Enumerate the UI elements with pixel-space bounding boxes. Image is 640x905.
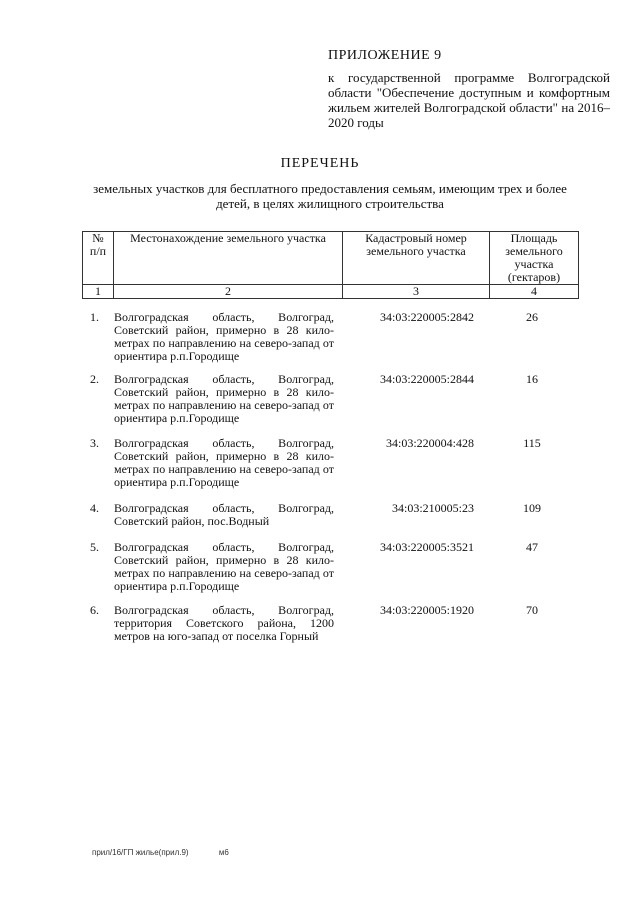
column-number-3: 3 bbox=[343, 285, 490, 299]
footer-file-reference: прил/16/ГП жилье(прил.9) bbox=[92, 848, 189, 857]
column-number-2: 2 bbox=[114, 285, 343, 299]
document-subtitle: земельных участков для бесплатного предоставления семьям, имеющим трех и более детей, в целях жилищного строительства bbox=[93, 181, 567, 211]
footer bbox=[92, 848, 229, 857]
row-location: Волгоградская область, Волгоград, Советский район, примерно в 28 кило-метрах по направлению на северо-запад от ориентира р.п.Городище bbox=[114, 310, 334, 363]
row-number: 5. bbox=[90, 540, 99, 554]
row-cadastral-number: 34:03:210005:23 bbox=[391, 501, 474, 515]
row-number: 3. bbox=[90, 436, 99, 450]
row-location: Волгоградская область, Волгоград, Советский район, примерно в 28 кило-метрах по направлению на северо-запад от ориентира р.п.Городище bbox=[114, 540, 334, 593]
appendix-title: ПРИЛОЖЕНИЕ 9 bbox=[328, 48, 442, 63]
row-location: Волгоградская область, Волгоград, Советский район, пос.Водный bbox=[114, 501, 334, 528]
row-area: 26 bbox=[526, 310, 538, 324]
row-number: 2. bbox=[90, 372, 99, 386]
column-number-1: 1 bbox=[83, 285, 114, 299]
column-header-location: Местонахождение земельного участка bbox=[114, 232, 343, 285]
row-location: Волгоградская область, Волгоград, Советский район, примерно в 28 кило-метрах по направлению на северо-запад от ориентира р.п.Городище bbox=[114, 436, 334, 489]
row-location: Волгоградская область, Волгоград, территория Советского района, 1200 метров на юго-запад от поселка Горный bbox=[114, 603, 334, 643]
row-area: 109 bbox=[523, 501, 541, 515]
row-area: 115 bbox=[523, 436, 541, 450]
footer-page-mark: м6 bbox=[218, 848, 229, 857]
row-cadastral-number: 34:03:220005:2844 bbox=[379, 372, 474, 386]
column-number-4: 4 bbox=[490, 285, 579, 299]
row-cadastral-number: 34:03:220005:1920 bbox=[379, 603, 474, 617]
column-header-area: Площадь земельного участка (гектаров) bbox=[490, 232, 579, 285]
row-number: 1. bbox=[90, 310, 99, 324]
row-cadastral-number: 34:03:220005:2842 bbox=[379, 310, 474, 324]
column-header-cadastral: Кадастровый номер земельного участка bbox=[343, 232, 490, 285]
row-area: 16 bbox=[526, 372, 538, 386]
document-title: ПЕРЕЧЕНЬ bbox=[280, 156, 360, 171]
appendix-text: к государственной программе Волгоградской области "Обеспечение доступным и комфортным жильем жителей Волгоградской области" на 2016–2020 годы bbox=[328, 70, 610, 130]
row-area: 47 bbox=[526, 540, 538, 554]
land-plots-table-header bbox=[82, 231, 579, 299]
row-number: 4. bbox=[90, 501, 99, 515]
row-number: 6. bbox=[90, 603, 99, 617]
row-area: 70 bbox=[526, 603, 538, 617]
row-cadastral-number: 34:03:220005:3521 bbox=[379, 540, 474, 554]
row-cadastral-number: 34:03:220004:428 bbox=[385, 436, 474, 450]
column-header-number: № п/п bbox=[83, 232, 114, 285]
row-location: Волгоградская область, Волгоград, Советский район, примерно в 28 кило-метрах по направлению на северо-запад от ориентира р.п.Городище bbox=[114, 372, 334, 425]
